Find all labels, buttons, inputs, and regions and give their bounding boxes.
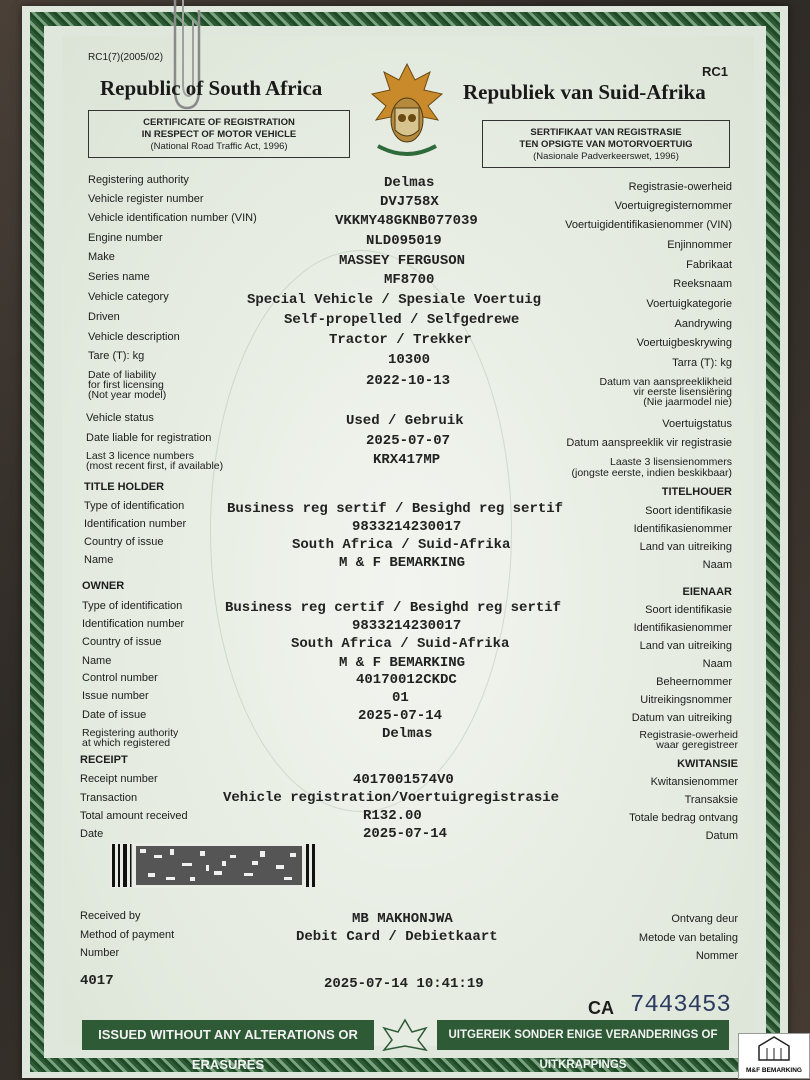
date-liable-label: Date liable for registration <box>86 432 212 444</box>
payment-method-value: Debit Card / Debietkaart <box>296 929 498 945</box>
th-id-type-label-af: Soort identifikasie <box>645 505 732 517</box>
register-number-value: DVJ758X <box>380 194 439 210</box>
form-code: RC1(7)(2005/02) <box>88 52 164 63</box>
tare-value: 10300 <box>388 352 431 368</box>
make-label-af: Fabrikaat <box>686 259 732 271</box>
owner-name-value: M & F BEMARKING <box>339 655 466 671</box>
owner-id-number-label-af: Identifikasienommer <box>633 622 732 634</box>
terminal-number: 4017 <box>80 973 114 989</box>
date-of-issue-label: Date of issue <box>82 709 147 721</box>
licence-numbers-label <box>86 451 223 471</box>
receipt-date-value: 2025-07-14 <box>363 826 448 842</box>
owner-id-number-value: 9833214230017 <box>352 618 462 634</box>
make-value: MASSEY FERGUSON <box>339 253 466 269</box>
series-name-label: Series name <box>88 271 150 283</box>
title-line-3: (Nasionale Padverkeerswet, 1996) <box>533 151 679 162</box>
tare-label: Tare (T): kg <box>88 350 145 362</box>
transaction-label-af: Transaksie <box>684 794 738 806</box>
serial-number: 7443453 <box>630 992 731 1019</box>
received-by-value: MB MAKHONJWA <box>352 911 453 927</box>
reg-authority-label-line: Registering authority <box>82 727 179 739</box>
form-type: RC1 <box>702 64 729 79</box>
control-number-value: 40170012CKDC <box>356 672 457 688</box>
licence-label-line: (most recent first, if available) <box>86 460 224 472</box>
vehicle-description-label-af: Voertuigbeskrywing <box>636 337 732 349</box>
header-afrikaans: Republiek van Suid-Afrika <box>463 80 706 104</box>
barn-icon <box>739 1034 809 1062</box>
reg-authority-label-line: at which registered <box>82 737 171 749</box>
title-holder-heading-af: TITELHOUER <box>661 486 732 498</box>
number-label: Number <box>80 947 120 959</box>
receipt-heading: RECEIPT <box>80 754 128 766</box>
licence-label-line: Last 3 licence numbers <box>86 450 194 462</box>
issue-number-label: Issue number <box>82 690 149 702</box>
vehicle-category-value: Special Vehicle / Spesiale Voertuig <box>247 292 542 308</box>
th-id-type-label: Type of identification <box>84 500 185 512</box>
issue-timestamp: 2025-07-14 10:41:19 <box>324 976 484 992</box>
th-name-label-af: Naam <box>702 559 732 571</box>
title-line-1: SERTIFIKAAT VAN REGISTRASIE <box>530 127 682 138</box>
owner-id-number-label: Identification number <box>82 618 185 630</box>
register-number-label: Vehicle register number <box>88 193 204 205</box>
engine-number-value: NLD095019 <box>366 233 442 249</box>
reg-authority-value: Delmas <box>382 726 433 742</box>
title-line-3: (National Road Traffic Act, 1996) <box>150 141 288 152</box>
vin-value: VKKMY48GKNB077039 <box>335 213 478 229</box>
liability-label <box>88 370 166 400</box>
date-liable-value: 2025-07-07 <box>366 433 451 449</box>
received-by-label-af: Ontvang deur <box>671 913 738 925</box>
transaction-label: Transaction <box>80 792 138 804</box>
vehicle-description-label: Vehicle description <box>88 331 180 343</box>
receipt-number-value: 4017001574V0 <box>353 772 454 788</box>
payment-method-label: Method of payment <box>80 929 175 941</box>
driven-label-af: Aandrywing <box>674 318 732 330</box>
issue-number-label-af: Uitreikingsnommer <box>640 694 732 706</box>
title-line-1: CERTIFICATE OF REGISTRATION <box>143 117 295 128</box>
transaction-value: Vehicle registration/Voertuigregistrasie <box>223 790 560 806</box>
vehicle-status-value: Used / Gebruik <box>346 413 464 429</box>
driven-label: Driven <box>88 311 120 323</box>
vehicle-description-value: Tractor / Trekker <box>329 332 472 348</box>
serial-prefix: CA <box>588 998 614 1018</box>
coat-of-arms-icon <box>368 58 446 166</box>
th-country-value: South Africa / Suid-Afrika <box>292 537 511 553</box>
title-box-afrikaans <box>482 120 730 168</box>
owner-heading: OWNER <box>82 580 125 592</box>
registering-authority-label: Registering authority <box>88 174 189 186</box>
reg-authority-label-af-line: Registrasie-owerheid <box>639 729 738 741</box>
payment-method-label-af: Metode van betaling <box>638 932 738 944</box>
th-country-label-af: Land van uitreiking <box>639 541 732 553</box>
th-id-number-value: 9833214230017 <box>352 519 462 535</box>
owner-id-type-label-af: Soort identifikasie <box>645 604 732 616</box>
owner-country-label-af: Land van uitreiking <box>639 640 732 652</box>
vehicle-category-label-af: Voertuigkategorie <box>646 298 732 310</box>
liability-label-line: Date of liability <box>88 369 157 381</box>
watermark-logo <box>738 1033 810 1079</box>
date-of-issue-value: 2025-07-14 <box>358 708 443 724</box>
control-number-label-af: Beheernommer <box>656 676 732 688</box>
total-amount-label-af: Totale bedrag ontvang <box>629 812 738 824</box>
control-number-label: Control number <box>82 672 158 684</box>
date-liable-label-af: Datum aanspreeklik vir registrasie <box>566 437 732 449</box>
liability-label-af-line: Datum van aanspreeklikheid <box>599 376 732 388</box>
th-id-number-label-af: Identifikasienommer <box>633 523 732 535</box>
logo-text: M&F BEMARKING <box>746 1067 802 1074</box>
make-label: Make <box>88 251 115 263</box>
reg-authority-label-af-line: waar geregistreer <box>656 739 738 751</box>
owner-name-label-af: Naam <box>702 658 732 670</box>
footer-banner-english: ISSUED WITHOUT ANY ALTERATIONS OR ERASURES <box>82 1020 374 1050</box>
th-name-label: Name <box>84 554 114 566</box>
receipt-heading-af: KWITANSIE <box>677 758 738 770</box>
title-holder-heading: TITLE HOLDER <box>84 481 165 493</box>
th-id-type-value: Business reg sertif / Besighd reg sertif <box>227 501 564 517</box>
barcode-icon <box>110 843 318 888</box>
registering-authority-value: Delmas <box>384 175 435 191</box>
title-line-2: TEN OPSIGTE VAN MOTORVOERTUIG <box>519 139 693 150</box>
owner-id-type-value: Business reg certif / Besighd reg sertif <box>225 600 562 616</box>
licence-label-af-line: (jongste eerste, indien beskikbaar) <box>571 467 732 479</box>
liability-value: 2022-10-13 <box>366 373 451 389</box>
series-name-value: MF8700 <box>384 272 435 288</box>
liability-label-line: for first licensing <box>88 379 164 391</box>
receipt-date-label: Date <box>80 828 104 840</box>
th-id-number-label: Identification number <box>84 518 187 530</box>
vehicle-status-label: Vehicle status <box>86 412 154 424</box>
register-number-label-af: Voertuigregisternommer <box>614 200 732 212</box>
liability-label-line: (Not year model) <box>88 389 167 401</box>
vin-label: Vehicle identification number (VIN) <box>88 212 257 224</box>
received-by-label: Received by <box>80 910 141 922</box>
tare-label-af: Tarra (T): kg <box>672 357 732 369</box>
owner-id-type-label: Type of identification <box>82 600 183 612</box>
reg-authority-label-af <box>639 730 738 750</box>
number-label-af: Nommer <box>695 950 738 962</box>
owner-heading-af: EIENAAR <box>682 586 732 598</box>
driven-value: Self-propelled / Selfgedrewe <box>284 312 520 328</box>
th-name-value: M & F BEMARKING <box>339 555 466 571</box>
receipt-number-label-af: Kwitansienommer <box>650 776 738 788</box>
reg-authority-label <box>82 728 178 748</box>
footer-banner-afrikaans: UITGEREIK SONDER ENIGE VERANDERINGS OF UITKRAPPINGS <box>437 1020 729 1050</box>
vin-label-af: Voertuigidentifikasienommer (VIN) <box>565 219 732 231</box>
vehicle-category-label: Vehicle category <box>88 291 169 303</box>
owner-name-label: Name <box>82 655 112 667</box>
receipt-number-label: Receipt number <box>80 773 158 785</box>
date-of-issue-label-af: Datum van uitreiking <box>631 712 732 724</box>
liability-label-af <box>600 377 733 407</box>
header-english: Republic of South Africa <box>100 76 323 100</box>
engine-number-label-af: Enjinnommer <box>667 239 732 251</box>
title-box-english <box>88 110 350 158</box>
total-amount-label: Total amount received <box>80 810 188 822</box>
crest-icon <box>380 1018 430 1052</box>
th-country-label: Country of issue <box>84 536 164 548</box>
licence-numbers-label-af <box>571 457 732 479</box>
licence-label-af-line: Laaste 3 lisensienommers <box>610 456 732 468</box>
registering-authority-label-af: Registrasie-owerheid <box>628 181 732 193</box>
receipt-date-label-af: Datum <box>705 830 738 842</box>
series-name-label-af: Reeksnaam <box>673 278 732 290</box>
total-amount-value: R132.00 <box>363 808 422 824</box>
liability-label-af-line: (Nie jaarmodel nie) <box>643 396 732 408</box>
liability-label-af-line: vir eerste lisensiëring <box>633 386 732 398</box>
owner-country-label: Country of issue <box>82 636 162 648</box>
owner-country-value: South Africa / Suid-Afrika <box>291 636 510 652</box>
vehicle-status-label-af: Voertuigstatus <box>662 418 732 430</box>
licence-numbers-value: KRX417MP <box>373 452 441 468</box>
engine-number-label: Engine number <box>88 232 163 244</box>
title-line-2: IN RESPECT OF MOTOR VEHICLE <box>141 129 297 140</box>
issue-number-value: 01 <box>392 690 409 706</box>
